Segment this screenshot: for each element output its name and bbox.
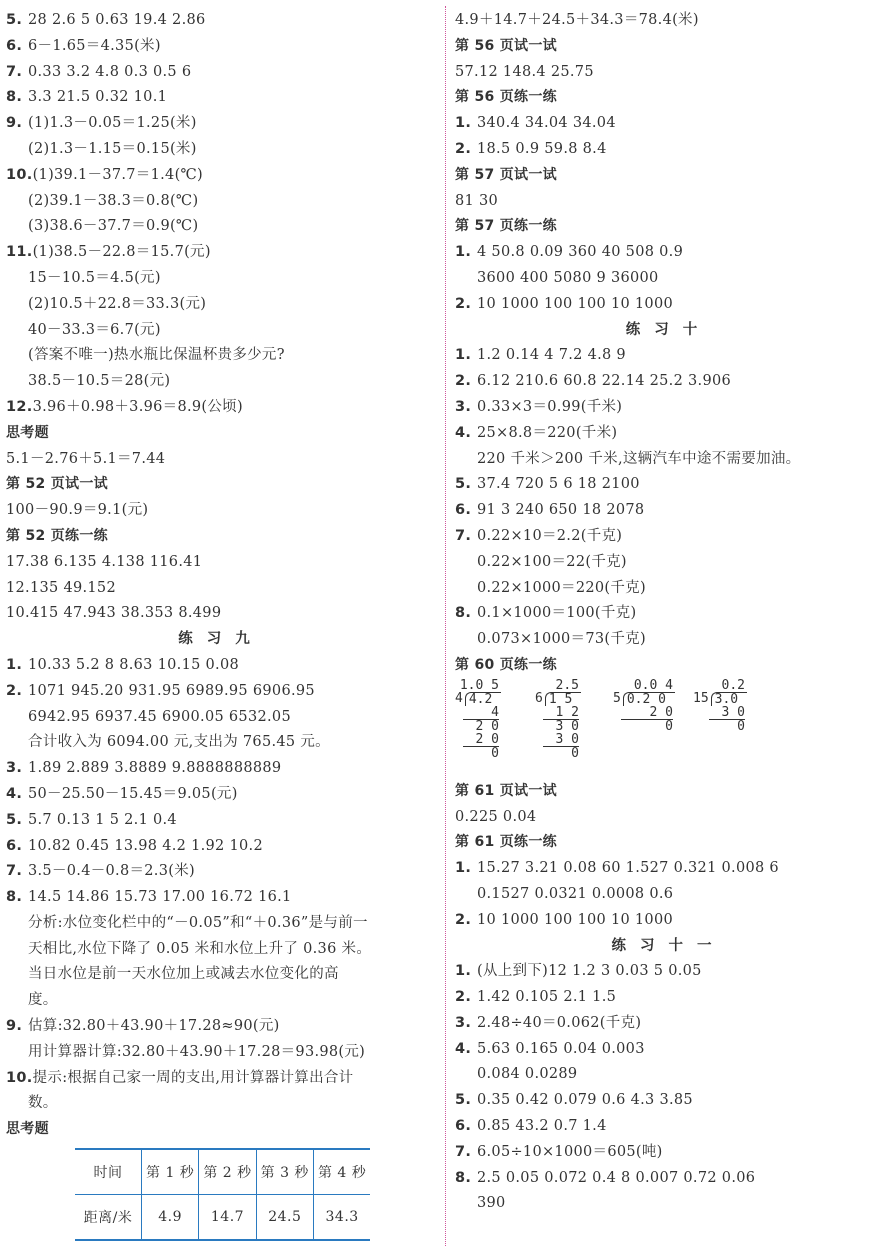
answer-line	[455, 137, 882, 163]
answer-line	[455, 601, 882, 627]
table-cell: 距离/米	[83, 1210, 133, 1226]
item-number: 1.	[455, 963, 472, 980]
exercise-title	[455, 934, 882, 960]
answer-line	[6, 808, 436, 834]
answer-line	[6, 240, 436, 266]
answer-text: 练习十一	[611, 937, 726, 954]
exercise-title	[455, 318, 882, 344]
long-division	[693, 679, 747, 733]
answer-text: 17.38 6.135 4.138 116.41	[6, 553, 203, 570]
answer-text: 天相比,水位下降了 0.05 米和水位上升了 0.36 米。	[28, 940, 372, 957]
item-number: 6.	[6, 37, 23, 54]
answer-line	[455, 1114, 882, 1140]
answer-text: 10.415 47.943 38.353 8.499	[6, 605, 222, 622]
item-number: 6.	[455, 502, 472, 519]
item-number: 1.	[455, 244, 472, 261]
item-number: 2.	[455, 140, 472, 157]
answer-text: 思考题	[6, 1121, 49, 1138]
answer-text: 50－25.50－15.45＝9.05(元)	[28, 785, 238, 802]
table-cell: 4.9	[142, 1195, 199, 1241]
division-step: 3 0	[555, 718, 579, 734]
item-number: 4.	[455, 1040, 472, 1057]
divisor-row	[535, 692, 581, 706]
right-top-section	[455, 8, 882, 679]
answer-text: 0.225 0.04	[455, 808, 537, 825]
item-number: 11.	[6, 244, 33, 261]
answer-line	[6, 653, 436, 679]
answer-text: 40－33.3＝6.7(元)	[28, 321, 161, 338]
answer-text: 10.33 5.2 8 8.63 10.15 0.08	[28, 656, 240, 673]
item-number: 4.	[6, 785, 23, 802]
answer-text: 3.3 21.5 0.32 10.1	[28, 89, 168, 106]
divisor: 15	[693, 690, 709, 706]
answer-text: 5.63 0.165 0.04 0.003	[477, 1040, 645, 1057]
divisor-row	[455, 692, 501, 706]
answer-text: 3.5－0.4－0.8＝2.3(米)	[28, 863, 195, 880]
table-cell: 14.7	[199, 1195, 256, 1241]
long-division	[455, 679, 501, 760]
answer-line	[455, 292, 882, 318]
item-number: 5.	[6, 12, 23, 28]
answer-text: 1.89 2.889 3.8889 9.8888888889	[28, 760, 282, 777]
answer-text: (3)38.6－37.7＝0.9(℃)	[28, 218, 199, 235]
right-column	[455, 8, 882, 1217]
answer-text: 4 50.8 0.09 360 40 508 0.9	[477, 244, 684, 261]
answer-text: (1)39.1－37.7＝1.4(℃)	[32, 166, 203, 183]
answer-text: 5.1－2.76＋5.1＝7.44	[6, 450, 166, 467]
answer-line	[455, 421, 882, 447]
answer-text: 度。	[28, 992, 58, 1009]
answer-text: 0.1×1000＝100(千克)	[477, 605, 637, 622]
answer-text: 第 56 页练一练	[455, 89, 557, 106]
item-number: 2.	[455, 989, 472, 1006]
answer-line	[6, 679, 436, 705]
section-heading	[455, 85, 882, 111]
answer-text: 当日水位是前一天水位加上或减去水位变化的高	[28, 966, 339, 983]
answer-text: 10.82 0.45 13.98 4.2 1.92 10.2	[28, 837, 263, 854]
item-number: 5.	[455, 1092, 472, 1109]
answer-line	[455, 189, 882, 215]
answer-text: 第 56 页试一试	[455, 37, 557, 54]
answer-text: 1071 945.20 931.95 6989.95 6906.95	[28, 682, 315, 699]
answer-text: 第 57 页试一试	[455, 166, 557, 183]
divisor-row	[693, 692, 747, 706]
answer-line	[6, 705, 436, 731]
answer-text: 6942.95 6937.45 6900.05 6532.05	[28, 708, 291, 725]
answer-text: (2)10.5＋22.8＝33.3(元)	[28, 295, 207, 312]
item-number: 8.	[6, 889, 23, 906]
column-divider	[445, 6, 446, 1246]
answer-text: 6－1.65＝4.35(米)	[28, 37, 161, 54]
item-number: 10.	[6, 166, 33, 183]
answer-line	[6, 343, 436, 369]
answer-text: (答案不唯一)热水瓶比保温杯贵多少元?	[28, 347, 285, 364]
item-number: 4.	[455, 424, 472, 441]
answer-text: 合计收入为 6094.00 元,支出为 765.45 元。	[28, 734, 330, 751]
divisor: 6	[535, 690, 543, 706]
answer-text: 3600 400 5080 9 36000	[477, 269, 659, 286]
answer-text: 2.5 0.05 0.072 0.4 8 0.007 0.72 0.06	[477, 1169, 756, 1186]
answer-line	[455, 1191, 882, 1217]
division-step: 0	[665, 718, 673, 734]
divisor: 5	[613, 690, 621, 706]
item-number: 8.	[455, 1169, 472, 1186]
left-column	[6, 8, 436, 1143]
item-number: 6.	[455, 1118, 472, 1135]
answer-text: 估算:32.80＋43.90＋17.28≈90(元)	[28, 1018, 280, 1035]
division-step: 3 0	[543, 733, 579, 747]
division-step: 0	[571, 745, 579, 761]
division-step: 3 0	[709, 706, 745, 720]
answer-line	[6, 782, 436, 808]
answer-line	[6, 266, 436, 292]
dividend: 4.2	[465, 692, 501, 706]
answer-line	[455, 627, 882, 653]
item-number: 8.	[6, 89, 23, 106]
answer-text: 57.12 148.4 25.75	[455, 63, 594, 80]
answer-line	[6, 988, 436, 1014]
section-heading	[6, 472, 436, 498]
answer-text: 6.12 210.6 60.8 22.14 25.2 3.906	[477, 373, 732, 390]
section-heading	[455, 653, 882, 679]
answer-line	[455, 856, 882, 882]
answer-line	[6, 859, 436, 885]
answer-text: 390	[477, 1195, 506, 1212]
answer-line	[6, 1066, 436, 1092]
answer-text: (从上到下)12 1.2 3 0.03 5 0.05	[477, 963, 702, 980]
item-number: 7.	[6, 863, 23, 880]
answer-line	[6, 163, 436, 189]
answer-line	[455, 1062, 882, 1088]
answer-line	[6, 137, 436, 163]
answer-text: 0.1527 0.0321 0.0008 0.6	[477, 885, 674, 902]
answer-line	[6, 85, 436, 111]
answer-line	[455, 395, 882, 421]
table-cell: 24.5	[256, 1195, 313, 1241]
item-number: 6.	[6, 837, 23, 854]
item-number: 2.	[455, 911, 472, 928]
section-heading	[455, 163, 882, 189]
answer-text: 38.5－10.5＝28(元)	[28, 373, 171, 390]
answer-text: 0.084 0.0289	[477, 1066, 578, 1083]
answer-line	[6, 1014, 436, 1040]
answer-line	[455, 805, 882, 831]
answer-line	[455, 1037, 882, 1063]
answer-line	[6, 550, 436, 576]
item-number: 1.	[455, 347, 472, 364]
answer-text: 15－10.5＝4.5(元)	[28, 269, 161, 286]
answer-text: 5.7 0.13 1 5 2.1 0.4	[28, 811, 177, 828]
answer-line	[6, 911, 436, 937]
item-number: 10.	[6, 1069, 33, 1086]
answer-text: 数。	[28, 1095, 58, 1112]
answer-text: (2)1.3－1.15＝0.15(米)	[28, 140, 197, 157]
answer-text: 提示:根据自己家一周的支出,用计算器计算出合计	[32, 1069, 354, 1086]
answer-text: 340.4 34.04 34.04	[477, 115, 616, 132]
answer-line	[455, 60, 882, 86]
answer-text: 1.2 0.14 4 7.2 4.8 9	[477, 347, 626, 364]
divisor-row	[613, 692, 675, 706]
answer-line	[6, 1091, 436, 1117]
answer-text: 0.22×10＝2.2(千克)	[477, 527, 623, 544]
item-number: 3.	[455, 1014, 472, 1031]
answer-line	[455, 1140, 882, 1166]
division-step: 1 2	[543, 706, 579, 720]
long-division-block	[455, 679, 882, 779]
table-cell: 第 4 秒	[313, 1149, 370, 1195]
answer-text: 220 千米＞200 千米,这辆汽车中途不需要加油。	[477, 450, 801, 467]
answer-line	[455, 369, 882, 395]
answer-text: 0.33×3＝0.99(千米)	[477, 398, 623, 415]
answer-line	[6, 885, 436, 911]
division-step: 2 0	[475, 718, 499, 734]
answer-text: 3.96＋0.98＋3.96＝8.9(公顷)	[32, 398, 243, 415]
item-number: 1.	[6, 656, 23, 673]
answer-text: 28 2.6 5 0.63 19.4 2.86	[28, 12, 206, 28]
answer-line	[6, 834, 436, 860]
answer-line	[455, 550, 882, 576]
answer-text: 15.27 3.21 0.08 60 1.527 0.321 0.008 6	[477, 860, 779, 877]
table-cell: 第 3 秒	[256, 1149, 313, 1195]
answer-text: (1)38.5－22.8＝15.7(元)	[32, 244, 211, 261]
answer-line	[6, 962, 436, 988]
section-heading	[6, 421, 436, 447]
section-heading	[6, 1117, 436, 1143]
divisor: 4	[455, 690, 463, 706]
exercise-title	[6, 627, 436, 653]
answer-line	[455, 576, 882, 602]
answer-line	[6, 498, 436, 524]
answer-line	[6, 111, 436, 137]
answer-line	[455, 240, 882, 266]
answer-line	[455, 447, 882, 473]
section-heading	[455, 779, 882, 805]
answer-text: 0.22×100＝22(千克)	[477, 553, 627, 570]
answer-line	[455, 111, 882, 137]
answer-text: 14.5 14.86 15.73 17.00 16.72 16.1	[28, 889, 292, 906]
answer-text: 25×8.8＝220(千米)	[477, 424, 618, 441]
answer-line	[6, 369, 436, 395]
answer-line	[455, 1011, 882, 1037]
table-cell: 时间	[75, 1149, 142, 1195]
answer-text: 81 30	[455, 192, 499, 209]
dividend: 0.2 0	[623, 692, 675, 706]
section-heading	[455, 34, 882, 60]
division-step: 2 0	[463, 733, 499, 747]
answer-text: 第 60 页练一练	[455, 656, 557, 673]
item-number: 7.	[455, 527, 472, 544]
item-number: 2.	[455, 373, 472, 390]
answer-text: 10 1000 100 100 10 1000	[477, 295, 674, 312]
answer-text: 12.135 49.152	[6, 579, 116, 596]
answer-line	[6, 214, 436, 240]
answer-line	[6, 189, 436, 215]
answer-line	[455, 266, 882, 292]
dividend: 3.0	[711, 692, 747, 706]
answer-text: 用计算器计算:32.80＋43.90＋17.28＝93.98(元)	[28, 1043, 366, 1060]
answer-text: 练习九	[178, 631, 264, 648]
answer-text: 思考题	[6, 424, 49, 441]
table-header-row	[75, 1149, 370, 1195]
answer-text: 分析:水位变化栏中的“－0.05”和“＋0.36”是与前一	[28, 914, 368, 931]
answer-line	[6, 756, 436, 782]
table-cell: 34.3	[313, 1195, 370, 1241]
answer-line	[6, 318, 436, 344]
item-number: 2.	[6, 682, 23, 699]
item-number: 5.	[455, 476, 472, 493]
dividend: 1 5	[545, 692, 581, 706]
item-number: 2.	[455, 295, 472, 312]
long-division	[535, 679, 581, 760]
section-heading	[6, 524, 436, 550]
answer-line	[6, 730, 436, 756]
answer-line	[6, 601, 436, 627]
item-number: 8.	[455, 605, 472, 622]
answer-text: 第 57 页练一练	[455, 218, 557, 235]
item-number: 1.	[455, 860, 472, 877]
item-number: 9.	[6, 115, 23, 132]
answer-line	[6, 8, 436, 34]
long-division	[613, 679, 675, 733]
item-number: 1.	[455, 115, 472, 132]
division-step: 2 0	[621, 706, 673, 720]
answer-text: 1.42 0.105 2.1 1.5	[477, 989, 617, 1006]
answer-line	[455, 472, 882, 498]
answer-text: 0.073×1000＝73(千克)	[477, 631, 646, 648]
answer-line	[455, 882, 882, 908]
quotient: 0.0 4	[633, 677, 673, 693]
answer-line	[455, 524, 882, 550]
answer-line	[455, 343, 882, 369]
division-step: 4	[463, 706, 499, 720]
answer-line	[455, 959, 882, 985]
item-number: 3.	[6, 760, 23, 777]
answer-text: 91 3 240 650 18 2078	[477, 502, 645, 519]
item-number: 7.	[455, 1143, 472, 1160]
answer-text: 0.85 43.2 0.7 1.4	[477, 1118, 607, 1135]
answer-text: 0.22×1000＝220(千克)	[477, 579, 646, 596]
answer-text: 6.05÷10×1000＝605(吨)	[477, 1143, 663, 1160]
answer-text: 第 61 页试一试	[455, 782, 557, 799]
answer-text: 练习十	[625, 321, 712, 338]
answer-text: 4.9＋14.7＋24.5＋34.3＝78.4(米)	[455, 12, 699, 28]
answer-line	[6, 1040, 436, 1066]
table-cell: 第 2 秒	[199, 1149, 256, 1195]
answer-text: (2)39.1－38.3＝0.8(℃)	[28, 192, 199, 209]
answer-text: 10 1000 100 100 10 1000	[477, 911, 674, 928]
answer-text: 0.33 3.2 4.8 0.3 0.5 6	[28, 63, 192, 80]
answer-line	[6, 60, 436, 86]
answer-line	[455, 1166, 882, 1192]
answer-line	[6, 34, 436, 60]
quotient: 1.0 5	[459, 677, 499, 693]
answer-text: 0.35 0.42 0.079 0.6 4.3 3.85	[477, 1092, 693, 1109]
item-number: 12.	[6, 398, 33, 415]
answer-text: 第 52 页试一试	[6, 476, 108, 493]
answer-text: 18.5 0.9 59.8 8.4	[477, 140, 607, 157]
item-number: 3.	[455, 398, 472, 415]
quotient: 2.5	[555, 677, 579, 693]
answer-line	[455, 498, 882, 524]
answer-line	[455, 985, 882, 1011]
answer-text: 第 52 页练一练	[6, 527, 108, 544]
answer-text: (1)1.3－0.05＝1.25(米)	[28, 115, 197, 132]
section-heading	[455, 830, 882, 856]
answer-text: 100－90.9＝9.1(元)	[6, 502, 149, 519]
answer-line	[6, 292, 436, 318]
section-heading	[455, 214, 882, 240]
item-number: 5.	[6, 811, 23, 828]
answer-text: 第 61 页练一练	[455, 834, 557, 851]
division-step: 0	[737, 718, 745, 734]
table-row	[75, 1195, 370, 1241]
item-number: 7.	[6, 63, 23, 80]
answer-line	[6, 576, 436, 602]
answer-line	[6, 395, 436, 421]
distance-table	[75, 1148, 370, 1241]
right-bottom-section	[455, 779, 882, 1218]
quotient: 0.2	[721, 677, 745, 693]
answer-line	[455, 1088, 882, 1114]
table-cell: 第 1 秒	[142, 1149, 199, 1195]
division-step: 0	[491, 745, 499, 761]
answer-text: 37.4 720 5 6 18 2100	[477, 476, 640, 493]
answer-line	[6, 447, 436, 473]
item-number: 9.	[6, 1018, 23, 1035]
answer-line	[6, 937, 436, 963]
answer-text: 2.48÷40＝0.062(千克)	[477, 1014, 642, 1031]
answer-line	[455, 8, 882, 34]
answer-line	[455, 908, 882, 934]
